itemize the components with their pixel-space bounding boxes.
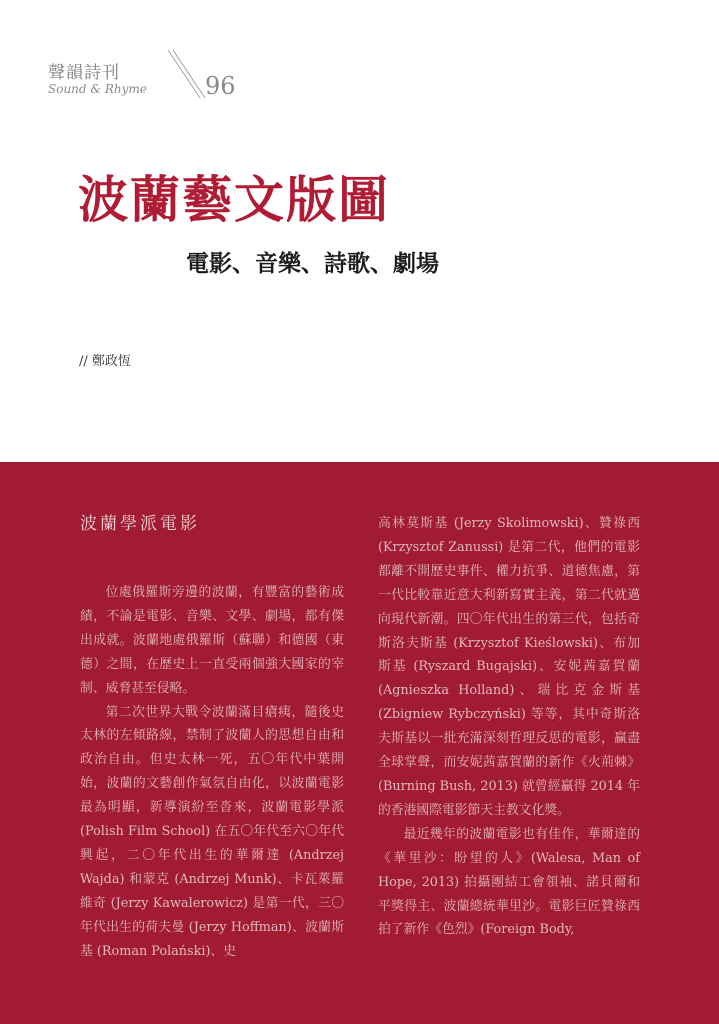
- author-byline: // 鄭政恆: [79, 354, 131, 369]
- body-paragraph: 最近幾年的波蘭電影也有佳作，華爾達的《華里沙：盼望的人》(Walesa, Man of Hope, 2013) 拍攝團結工會領袖、諾貝爾和平獎得主、波蘭總統華里沙。電影巨匠贊祿西拍了新作《色烈》(Foreign Body,: [378, 826, 640, 938]
- article-subtitle: 電影、音樂、詩歌、劇場: [186, 250, 439, 277]
- journal-name-chinese: 聲韻詩刊: [48, 63, 120, 83]
- body-paragraph: 高林莫斯基 (Jerzy Skolimowski)、贊祿西 (Krzysztof Zanussi) 是第二代，他們的電影都離不開歷史事件、權力抗爭、道德焦慮，第一代比較靠近意大利新寫實主義，第二代就邁向現代新潮。四〇年代出生的第三代，包括奇斯洛夫斯基 (Krzysztof Kieślowski)、布加斯基 (Ryszard Bugajski)、安妮茜嘉賀蘭 (Agnieszka Holland)、瑞比克金斯基 (Zbigniew Rybczyński) 等等，其中奇斯洛夫斯基以一批充滿深刻哲理反思的電影，贏盡全球掌聲，而安妮茜嘉賀蘭的新作《火荊棘》(Burning Bush, 2013) 就曾經贏得 2014 年的香港國際電影節天主教文化獎。: [378, 516, 640, 818]
- article-title: 波蘭藝文版圖: [78, 170, 390, 229]
- journal-name-english: Sound & Rhyme: [48, 82, 147, 96]
- masthead-slash-divider: [166, 48, 206, 100]
- body-column-left: [80, 512, 344, 964]
- body-paragraph: 位處俄羅斯旁邊的波蘭，有豐富的藝術成績，不論是電影、音樂、文學、劇場，都有傑出成就。波蘭地處俄羅斯（蘇聯）和德國（東德）之間，在歷史上一直受兩個強大國家的宰制、威脅甚至侵略。: [80, 585, 344, 696]
- body-column-right: [378, 512, 640, 942]
- page-number: 96: [205, 72, 236, 100]
- section-heading: 波蘭學派電影: [80, 514, 200, 534]
- body-paragraph: 第二次世界大戰令波蘭滿目瘡痍，隨後史太林的左傾路線，禁制了波蘭人的思想自由和政治自由。但史太林一死，五〇年代中葉開始，波蘭的文藝創作氣氛自由化，以波蘭電影最為明顯，新導演紛至沓來，波蘭電影學派 (Polish Film School) 在五〇年代至六〇年代興起，二〇年代出生的華爾達 (Andrzej Wajda) 和蒙克 (Andrzej Munk)、卡瓦萊羅維奇 (Jerzy Kawalerowicz) 是第一代，三〇年代出生的荷夫曼 (Jerzy Hoffman)、波蘭斯基 (Roman Polański)、史: [80, 704, 344, 959]
- article-body-panel: [0, 462, 719, 1024]
- masthead: [48, 58, 238, 108]
